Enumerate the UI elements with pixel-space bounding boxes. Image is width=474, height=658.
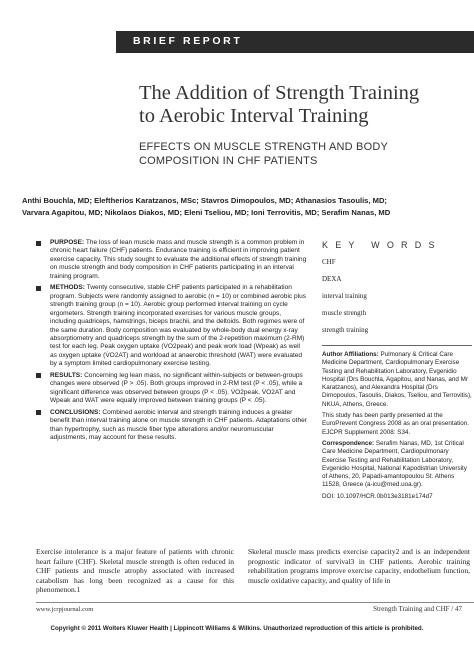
sidebar-column (322, 240, 472, 504)
abstract (36, 239, 308, 445)
divider (322, 345, 472, 346)
square-bullet-icon (36, 241, 41, 246)
footer-divider (36, 602, 474, 603)
body-column-right: Skeletal muscle mass predicts exercise capacity2 and is an independent prognostic indicator of survival3 in CHF patients. Aerobic training rehabilitation programs improve exercise capacity, endothelium function, muscle oxidative capacity, and quality of life in (248, 547, 470, 585)
title-line-2: to Aerobic Interval Training (139, 105, 369, 127)
affiliation-heading: Author Affiliations: (322, 351, 379, 358)
affiliations (322, 351, 472, 501)
abstract-methods (36, 284, 308, 369)
section-label: BRIEF REPORT (133, 35, 243, 47)
square-bullet-icon (36, 373, 41, 378)
keyword-item: strength training (322, 326, 369, 334)
abstract-heading: RESULTS: (50, 371, 83, 379)
abstract-results (36, 372, 308, 406)
keywords-title: KEY WORDS (322, 240, 442, 250)
square-bullet-icon (36, 286, 41, 291)
abstract-text: Concerning leg lean mass, no significant within-subjects or between-groups changes were observed (P > .05). Both groups improved in 2-RM test (P < .05), while a significant difference was observed between groups (P < .05). V̇O2peak, V̇O2AT and Wpeak and WAT were equally improved between training groups (P < .05). (50, 371, 303, 405)
doi: DOI: 10.1097/HCR.0b013e3181e174d7 (322, 492, 433, 500)
author-list (22, 195, 467, 219)
keyword-item: CHF (322, 258, 336, 266)
keyword-item: muscle strength (322, 309, 367, 317)
presentation-note: This study has been partly presented at the EuroPrevent Congress 2008 as an oral presentation. EJCPR Supplement 2008: S34. (322, 412, 470, 436)
article-title (139, 82, 469, 128)
abstract-text: Combined aerobic interval and strength training induces a greater benefit than interval training alone on muscle strength in CHF patients. Adaptations other than hypertrophy, such as muscle fiber type alterations and/or neuromuscular adjustments, may account for these results. (50, 408, 307, 441)
correspondence-paragraph (322, 440, 472, 490)
abstract-heading: PURPOSE: (50, 239, 85, 246)
abstract-conclusions (36, 409, 308, 443)
article-subtitle (139, 141, 459, 168)
journal-website: www.jcrpjournal.com (36, 606, 94, 613)
affiliation-paragraph (322, 351, 472, 409)
abstract-text: The loss of lean muscle mass and muscle strength is a common problem in chronic heart failure (CHF) patients. Endurance training is efficient in improving patient exercise capacity. This study sought to evaluate the additional effects of strength training on muscle strength and body composition in CHF patients participating in an interval training program. (50, 239, 307, 280)
running-footer: Strength Training and CHF / 47 (373, 605, 462, 613)
body-column-left: Exercise intolerance is a major feature of patients with chronic heart failure (CHF). Skeletal muscle strength is often reduced in CHF patients and muscle atrophy associated with increased catabolism has long been recognized as a cause for this phenomenon.1 (36, 547, 234, 595)
square-bullet-icon (36, 410, 41, 415)
correspondence-heading: Correspondence: (322, 439, 375, 447)
subtitle-line-2: COMPOSITION IN CHF PATIENTS (139, 154, 318, 167)
authors-line-2: Varvara Agapitou, MD; Nikolaos Diakos, MD; Eleni Tseliou, MD; Ioni Terrovitis, MD; Serafim Nanas, MD (22, 208, 391, 217)
section-banner (116, 31, 474, 53)
abstract-purpose (36, 239, 308, 281)
correspondence-text: Serafim Nanas, MD, 1st Critical Care Medicine Department, Cardiopulmonary Exercise Testing and Rehabilitation Laboratory, Evgenidio Hospital, National Kapodistrian University of Athens, 20, Papadi-amantopoulou St. Athens 11528, Greece (a-icu@med.uoa.gr). (322, 439, 467, 489)
abstract-heading: CONCLUSIONS: (50, 408, 101, 416)
abstract-text: Twenty consecutive, stable CHF patients participated in a rehabilitation program. Subjects were randomly assigned to aerobic (n = 10) or combined aerobic plus strength training group (n = 10). Aerobic group performed interval training on cycle ergometers. Strength training incorporated exercises for various muscle groups, including quadriceps, hamstrings, biceps brachii, and the deltoids. Both regimes were of the same duration. Body composition was evaluated by whole-body dual energy x-ray absorptiometry and quadriceps strength by the sum of the 2-repetition maximum (2-RM) test for each leg. Peak oxygen uptake (V̇O2peak) and peak work load (Wpeak) as well as oxygen uptake (V̇O2AT) and workload at anaerobic threshold (WAT) were evaluated by a symptom limited cardiopulmonary exercise testing. (50, 284, 307, 368)
keyword-item: interval training (322, 292, 367, 300)
copyright-notice: Copyright © 2011 Wolters Kluwer Health | Lippincott Williams & Wilkins. Unauthorized reproduction of this article is prohibited. (50, 625, 424, 632)
subtitle-line-1: EFFECTS ON MUSCLE STRENGTH AND BODY (139, 141, 389, 153)
affiliation-text: Pulmonary & Critical Care Medicine Department, Cardiopulmonary Exercise Testing and Rehabilitation Laboratory, Evgenidio Hospital (Drs Bouchla, Agapitou, and Nanas, and Mr Karatzanos), and Alexandra Hospital (Drs Dimopoulos, Tasoulis, Diakos, Tseliou, and Terrovitis), NKUA, Athens, Greece. (322, 351, 472, 408)
abstract-heading: METHODS: (50, 284, 85, 292)
keyword-list (322, 254, 472, 339)
keyword-item: DEXA (322, 275, 342, 283)
authors-line-1: Anthi Bouchla, MD; Eleftherios Karatzanos, MSc; Stavros Dimopoulos, MD; Athanasios Tasoulis, MD; (22, 196, 387, 205)
title-line-1: The Addition of Strength Training (139, 82, 420, 104)
